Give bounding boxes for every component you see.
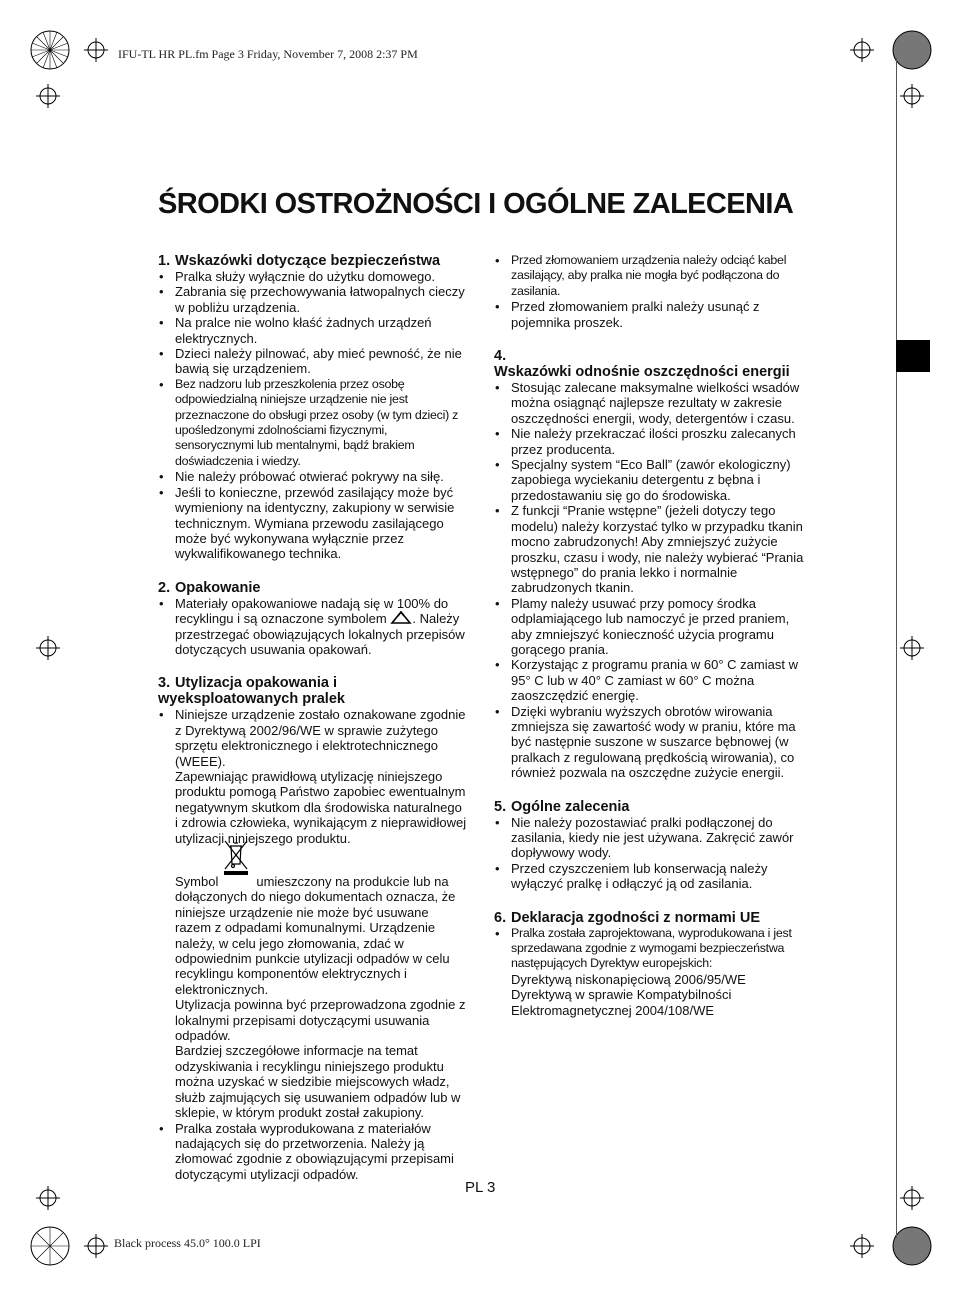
registration-star-icon	[31, 1227, 69, 1265]
section-heading-2: 2. Opakowanie	[158, 579, 261, 596]
list-item: • Pralka została wyprodukowana z materiałów nadających się do przetworzenia. Należy ją złomować zgodnie z obowiązującymi przepisami dotyczącymi utylizacji odpadów.	[158, 1121, 468, 1183]
list-item: • Nie należy przekraczać ilości proszku zalecanych przez producenta.	[494, 426, 804, 457]
crosshair-icon	[900, 636, 924, 660]
section-3-list	[158, 707, 468, 1182]
section-3-continued-list	[494, 253, 804, 330]
list-item: • Zabrania się przechowywania łatwopalnych cieczy w pobliżu urządzenia.	[158, 284, 468, 315]
crossed-out-wheelie-bin-icon	[221, 838, 251, 876]
directive-line: Dyrektywą niskonapięciową 2006/95/WE	[511, 971, 746, 987]
list-item	[158, 707, 468, 1120]
section-1-list	[158, 269, 468, 562]
list-item: • Plamy należy usuwać przy pomocy środka odplamiającego lub namoczyć je przed praniem, aby zmniejszyć konieczność użycia programu gorącego prania.	[494, 596, 804, 658]
section-2-list	[158, 596, 468, 658]
section-heading-4: 4.Wskazówki odnośnie oszczędności energii	[494, 348, 790, 381]
language-tab-marker	[896, 340, 930, 372]
footer-slug: Black process 45.0° 100.0 LPI	[114, 1236, 261, 1250]
directive-line: Dyrektywą w sprawie Kompatybilności Elektromagnetycznej 2004/108/WE	[511, 987, 732, 1018]
registration-disk-icon	[893, 31, 931, 69]
left-column	[158, 253, 468, 1182]
right-column	[494, 253, 804, 1018]
section-heading-6: 6. Deklaracja zgodności z normami UE	[494, 909, 760, 926]
header-slug: IFU-TL HR PL.fm Page 3 Friday, November 7, 2008 2:37 PM	[118, 47, 418, 61]
list-item: • Materiały opakowaniowe nadają się w 100% do recyklingu i są oznaczone symbolem . Należy przestrzegać obowiązujących lokalnych przepisów dotyczących usuwania opakowań.	[158, 596, 468, 658]
paragraph: • Pralka została zaprojektowana, wyprodukowana i jest sprzedawana zgodnie z wymogami bezpieczeństwa następujących Dyrektyw europejskich:	[511, 925, 792, 971]
list-item	[494, 926, 804, 1018]
list-item: • Dzięki wybraniu wyższych obrotów wirowania zmniejsza się zawartość wody w praniu, które ma być następnie suszone w suszarce bębnowej (w pralkach z regulowaną prędkością wirowania), co również pozwala na oszczędne zużycie energii.	[494, 704, 804, 781]
list-item: • Pralka służy wyłącznie do użytku domowego.	[158, 269, 468, 284]
crosshair-icon	[900, 84, 924, 108]
section-4-list	[494, 380, 804, 781]
crosshair-icon	[850, 1234, 874, 1258]
list-item: • Bez nadzoru lub przeszkolenia przez osobę odpowiedzialną niniejsze urządzenie nie jest przeznaczone do obsługi przez osoby (w tym dzieci) z upośledzonymi zdolnościami fizycznymi, sensorycznymi lub mentalnymi, bądź brakiem doświadczenia i wiedzy.	[158, 377, 468, 469]
section-heading-1: 1. Wskazówki dotyczące bezpieczeństwa	[158, 253, 441, 269]
list-item: • Przed złomowaniem urządzenia należy odciąć kabel zasilający, aby pralka nie mogła być podłączona do zasilania.	[494, 253, 804, 299]
crosshair-icon	[36, 636, 60, 660]
paragraph: Symbol umieszczony na produkcie lub na dołączonych do niego dokumentach oznacza, że niniejsze urządzenie nie może być usuwane razem z odpadami komunalnymi. Urządzenie należy, w celu jego złomowania, zdać w odpowiednim punkcie utylizacji odpadów w celu recyklingu komponentów elektrycznych i elektronicznych.	[175, 874, 456, 997]
list-item: • Jeśli to konieczne, przewód zasilający może być wymieniony na identyczny, zakupiony w serwisie technicznym. Wymiana przewodu zasilającego może być wykonywana wyłącznie przez wykwalifikowanego technika.	[158, 485, 468, 562]
list-item: • Nie należy próbować otwierać pokrywy na siłę.	[158, 469, 468, 484]
page-title: ŚRODKI OSTROŻNOŚCI I OGÓLNE ZALECENIA	[158, 188, 794, 220]
list-item: • Korzystając z programu prania w 60° C zamiast w 95° C lub w 40° C zamiast w 60° C można zaoszczędzić energię.	[494, 657, 804, 703]
margin-rule	[896, 58, 897, 1238]
section-6-list	[494, 926, 804, 1018]
list-item: • Przed złomowaniem pralki należy usunąć z pojemnika proszek.	[494, 299, 804, 330]
registration-star-icon	[31, 31, 69, 69]
list-item: • Dzieci należy pilnować, aby mieć pewność, że nie bawią się urządzeniem.	[158, 346, 468, 377]
section-5-list	[494, 815, 804, 892]
paragraph: • Niniejsze urządzenie zostało oznakowane zgodnie z Dyrektywą 2002/96/WE w sprawie zużytego sprzętu elektronicznego i elektrotechnicznego (WEEE).	[175, 707, 466, 769]
list-item: • Na pralce nie wolno kłaść żadnych urządzeń elektrycznych.	[158, 315, 468, 346]
crosshair-icon	[36, 1186, 60, 1210]
crosshair-icon	[900, 1186, 924, 1210]
recycling-symbol-icon	[390, 611, 412, 625]
registration-disk-icon	[893, 1227, 931, 1265]
crosshair-icon	[84, 38, 108, 62]
page-number: PL 3	[465, 1179, 496, 1196]
crosshair-icon	[84, 1234, 108, 1258]
paragraph: Zapewniając prawidłową utylizację niniejszego produktu pomogą Państwo zapobiec ewentualnym negatywnym skutkom dla środowiska naturalnego i zdrowia człowieka, wynikającym z nieprawidłowej utylizacji niniejszego produktu.	[175, 768, 467, 846]
crosshair-icon	[36, 84, 60, 108]
list-item: • Przed czyszczeniem lub konserwacją należy wyłączyć pralkę i odłączyć ją od zasilania.	[494, 861, 804, 892]
list-item: • Specjalny system “Eco Ball” (zawór ekologiczny) zapobiega wyciekaniu detergentu z bębna i przedostawaniu się go do środowiska.	[494, 457, 804, 503]
list-item: • Nie należy pozostawiać pralki podłączonej do zasilania, kiedy nie jest używana. Zakręcić zawór dopływowy wody.	[494, 815, 804, 861]
section-heading-3: 3. Utylizacja opakowania i wyeksploatowanych pralek	[158, 675, 345, 708]
list-item: • Stosując zalecane maksymalne wielkości wsadów można osiągnąć najlepsze rezultaty w zakresie oszczędności energii, wody, detergentów i czasu.	[494, 380, 804, 426]
list-item: • Z funkcji “Pranie wstępne” (jeżeli dotyczy tego modelu) należy korzystać tylko w przypadku tkanin mocno zabrudzonych! Aby zmniejszyć zużycie proszku, czasu i wody, nie należy wybierać “Prania wstępnego” do prania lekko i normalnie zabrudzonych tkanin.	[494, 503, 804, 595]
crosshair-icon	[850, 38, 874, 62]
section-heading-5: 5. Ogólne zalecenia	[494, 798, 630, 815]
paragraph: Utylizacja powinna być przeprowadzona zgodnie z lokalnymi przepisami dotyczącymi usuwania odpadów.	[175, 997, 466, 1044]
paragraph: Bardziej szczegółowe informacje na temat odzyskiwania i recyklingu niniejszego produktu można uzyskać w siedzibie miejscowych władz, służb zajmujących się usuwaniem odpadów lub w sklepie, w którym produkt został zakupiony.	[175, 1043, 461, 1121]
